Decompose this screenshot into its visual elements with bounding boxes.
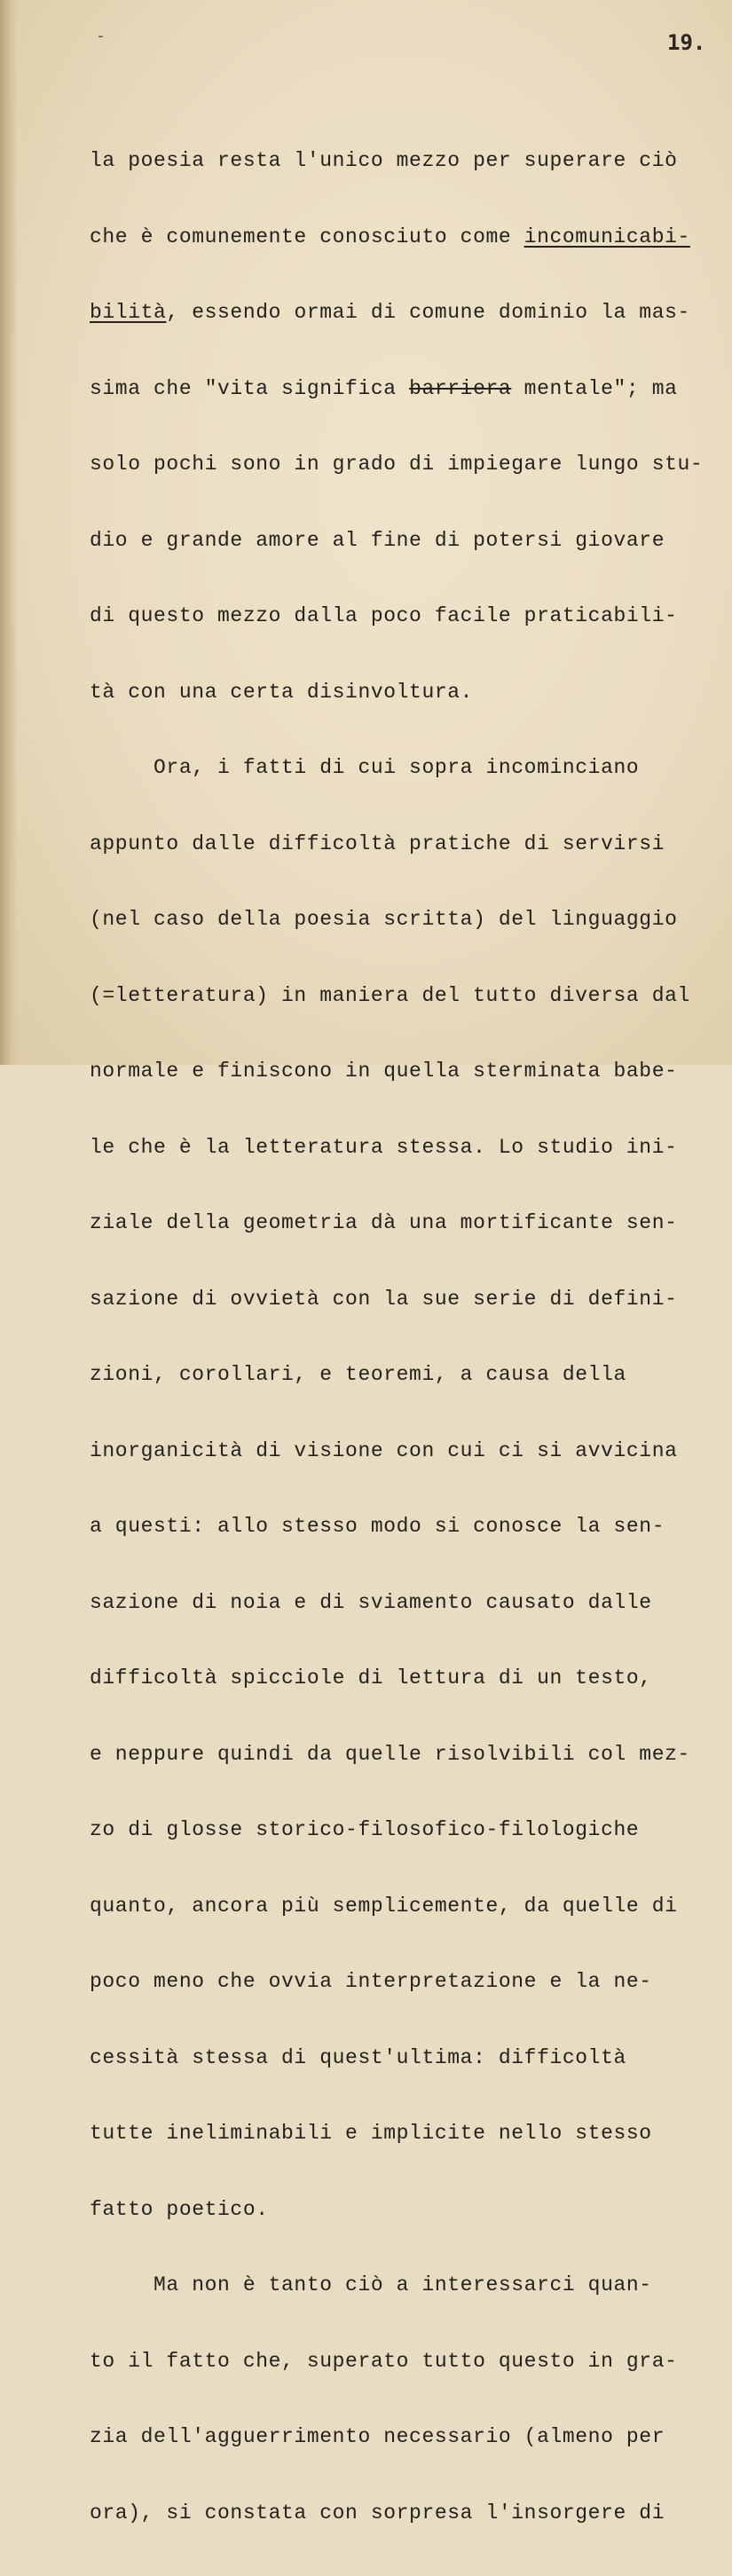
text-line: inorganicità di visione con cui ci si avvicina (90, 1438, 678, 1462)
text-line: appunto dalle difficoltà pratiche di servirsi (90, 831, 665, 855)
text-segment: sima che "vita significa (90, 376, 410, 400)
text-line: fatto poetico. (90, 2197, 269, 2221)
text-line: zo di glosse storico-filosofico-filologiche (90, 1818, 640, 1841)
page-number: 19. (667, 30, 706, 55)
text-line (90, 225, 711, 250)
text-line: Ora, i fatti di cui sopra incominciano (90, 756, 640, 779)
text-line: la poesia resta l'unico mezzo per superare ciò (90, 149, 678, 172)
text-segment: che è comunemente conosciuto come (90, 225, 524, 248)
text-line: di questo mezzo dalla poco facile praticabili- (90, 604, 678, 627)
struck-word: barriera (409, 376, 512, 400)
body-text (90, 98, 711, 2576)
text-line: tà con una certa disinvoltura. (90, 680, 474, 704)
underlined-word: incomunicabi- (523, 225, 690, 248)
text-line: ora), si constata con sorpresa l'insorgere di (90, 2501, 665, 2525)
text-line: solo pochi sono in grado di impiegare lungo stu- (90, 453, 704, 476)
text-segment: mentale"; ma (511, 376, 678, 400)
corner-mark: - (96, 27, 106, 45)
text-line: sazione di ovvietà con la sue serie di defini- (90, 1287, 678, 1311)
text-line: ziale della geometria dà una mortificante sen- (90, 1211, 678, 1234)
text-segment: , essendo ormai di comune dominio la mas- (166, 301, 690, 324)
text-line: (nel caso della poesia scritta) del linguaggio (90, 908, 678, 931)
text-line: (=letteratura) in maniera del tutto diversa dal (90, 983, 690, 1007)
text-line: zioni, corollari, e teoremi, a causa della (90, 1363, 626, 1386)
text-line: normale e finiscono in quella sterminata babe- (90, 1060, 678, 1083)
text-line: a questi: allo stesso modo si conosce la sen- (90, 1515, 665, 1538)
text-line (90, 300, 711, 326)
text-line: zia dell'agguerrimento necessario (almeno per (90, 2425, 665, 2448)
text-line: Ma non è tanto ciò a interessarci quan- (90, 2273, 652, 2296)
text-line: tutte ineliminabili e implicite nello stesso (90, 2122, 652, 2145)
text-line: cessità stessa di quest'ultima: difficoltà (90, 2045, 626, 2069)
text-line: quanto, ancora più semplicemente, da quelle di (90, 1894, 678, 1918)
underlined-word: bilità (90, 301, 167, 324)
binding-edge (0, 0, 18, 1065)
text-line: difficoltà spicciole di lettura di un testo, (90, 1666, 652, 1690)
text-line: dio e grande amore al fine di potersi giovare (90, 528, 665, 552)
text-line: poco meno che ovvia interpretazione e la ne- (90, 1970, 652, 1993)
text-line: le che è la letteratura stessa. Lo studio ini- (90, 1135, 678, 1159)
text-line: to il fatto che, superato tutto questo in gra- (90, 2349, 678, 2373)
text-line: sazione di noia e di sviamento causato dalle (90, 1590, 652, 1614)
text-line (90, 376, 711, 402)
text-line: e neppure quindi da quelle risolvibili col mez- (90, 1742, 690, 1766)
